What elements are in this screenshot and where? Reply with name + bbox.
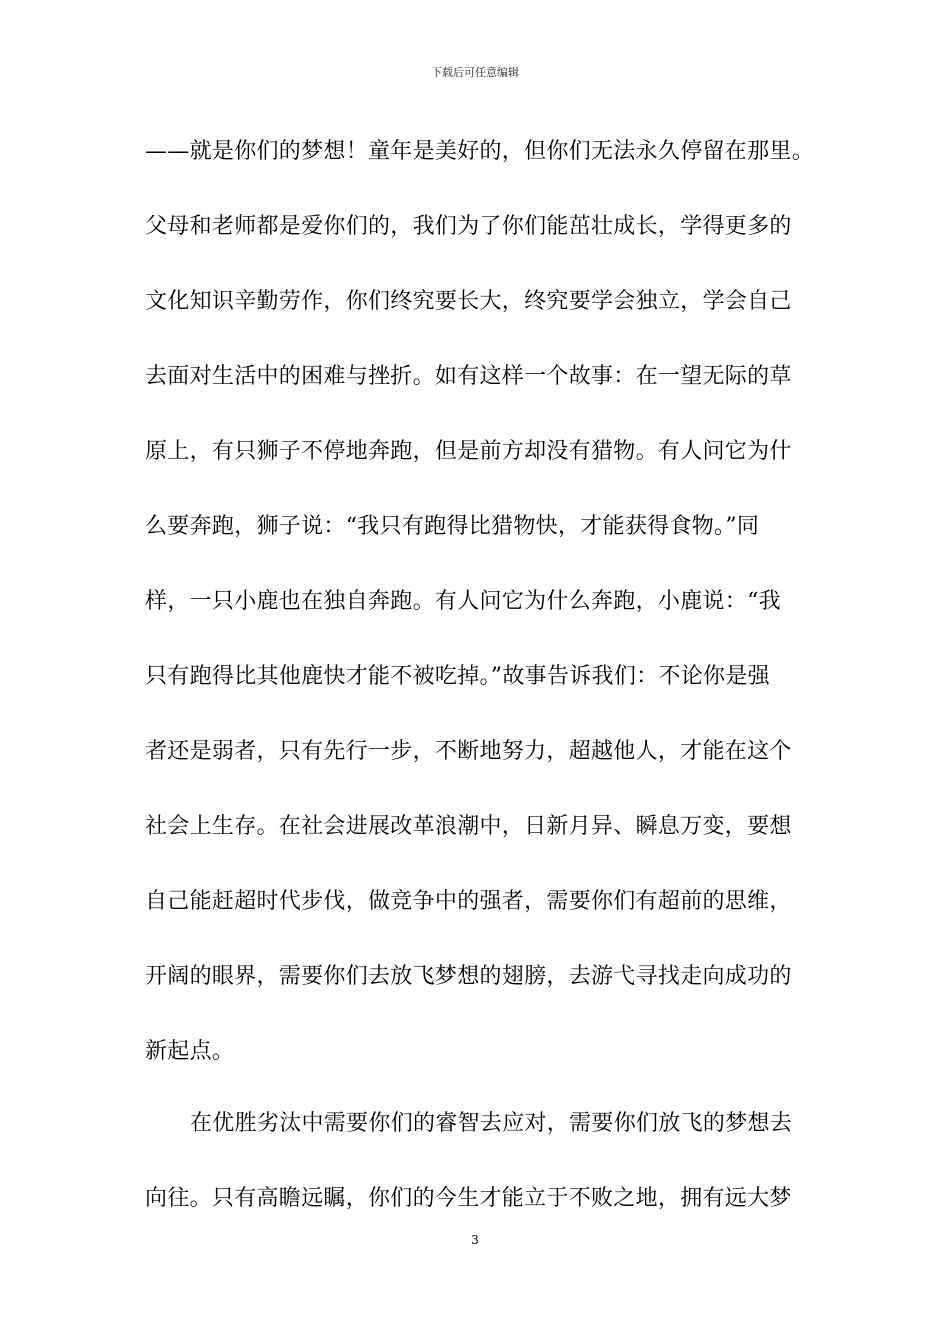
text-line: 在优胜劣汰中需要你们的睿智去应对，需要你们放飞的梦想去 — [190, 1111, 793, 1136]
text-line: 新起点。 — [145, 1039, 235, 1064]
page-header: 下载后可任意编辑 — [431, 66, 519, 79]
text-line: 向往。只有高瞻远瞩，你们的今生才能立于不败之地，拥有远大梦 — [145, 1186, 792, 1211]
text-line: 只有跑得比其他鹿快才能不被吃掉。”故事告诉我们：不论你是强 — [145, 664, 770, 689]
text-line: 开阔的眼界，需要你们去放飞梦想的翅膀，去游弋寻找走向成功的 — [145, 964, 792, 989]
text-line: ——就是你们的梦想！童年是美好的，但你们无法永久停留在那里。 — [145, 139, 815, 164]
text-line: 社会上生存。在社会进展改革浪潮中，日新月异、瞬息万变，要想 — [145, 814, 792, 839]
text-line: 去面对生活中的困难与挫折。如有这样一个故事：在一望无际的草 — [145, 364, 792, 389]
text-line: 文化知识辛勤劳作，你们终究要长大，终究要学会独立，学会自己 — [145, 289, 792, 314]
page-number: 3 — [471, 1233, 479, 1247]
text-line: 样，一只小鹿也在独自奔跑。有人问它为什么奔跑，小鹿说：“我 — [145, 589, 781, 614]
text-line: 原上，有只狮子不停地奔跑，但是前方却没有猎物。有人问它为什 — [145, 439, 792, 464]
text-line: 么要奔跑，狮子说：“我只有跑得比猎物快，才能获得食物。”同 — [145, 514, 760, 539]
text-line: 自己能赶超时代步伐，做竞争中的强者，需要你们有超前的思维， — [145, 889, 792, 914]
text-line: 父母和老师都是爱你们的，我们为了你们能茁壮成长，学得更多的 — [145, 214, 792, 239]
text-line: 者还是弱者，只有先行一步，不断地努力，超越他人，才能在这个 — [145, 739, 792, 764]
